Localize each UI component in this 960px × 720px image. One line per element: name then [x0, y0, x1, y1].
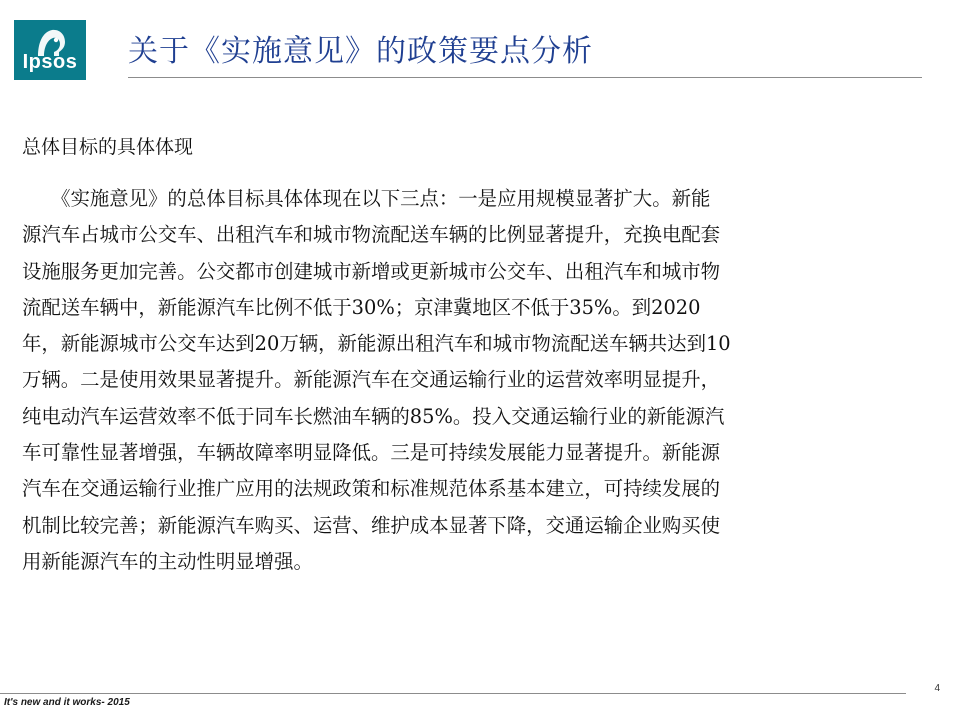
paragraph-line: 万辆。二是使用效果显著提升。新能源汽车在交通运输行业的运营效率明显提升，: [22, 368, 721, 392]
paragraph-line: 车可靠性显著增强，车辆故障率明显降低。三是可持续发展能力显著提升。新能源: [22, 441, 721, 465]
paragraph-line: 汽车在交通运输行业推广应用的法规政策和标准规范体系基本建立，可持续发展的: [22, 477, 721, 501]
paragraph-line: 源汽车占城市公交车、出租汽车和城市物流配送车辆的比例显著提升，充换电配套: [22, 223, 721, 247]
paragraph-line: 用新能源汽车的主动性明显增强。: [22, 549, 313, 573]
paragraph-line: 流配送车辆中，新能源汽车比例不低于30%；京津冀地区不低于35%。到2020: [22, 295, 701, 319]
body-paragraph: [22, 181, 940, 580]
paragraph-line: 设施服务更加完善。公交都市创建城市新增或更新城市公交车、出租汽车和城市物: [22, 259, 721, 283]
paragraph-line: 《实施意见》的总体目标具体体现在以下三点：一是应用规模显著扩大。新能: [22, 187, 711, 210]
logo-text: Ipsos: [22, 51, 78, 73]
ipsos-logo: [14, 20, 86, 80]
paragraph-line: 年，新能源城市公交车达到20万辆，新能源出租汽车和城市物流配送车辆共达到10: [22, 332, 731, 356]
section-heading: 总体目标的具体体现: [22, 136, 194, 158]
footer-tagline: It's new and it works- 2015: [4, 697, 130, 708]
title-divider: [128, 77, 922, 78]
footer-divider: [0, 693, 906, 694]
paragraph-line: 纯电动汽车运营效率不低于同车长燃油车辆的85%。投入交通运输行业的新能源汽: [22, 404, 725, 428]
page-number: 4: [934, 683, 940, 694]
page-title: 关于《实施意见》的政策要点分析: [128, 34, 593, 69]
paragraph-line: 机制比较完善；新能源汽车购买、运营、维护成本显著下降，交通运输企业购买使: [22, 513, 721, 537]
